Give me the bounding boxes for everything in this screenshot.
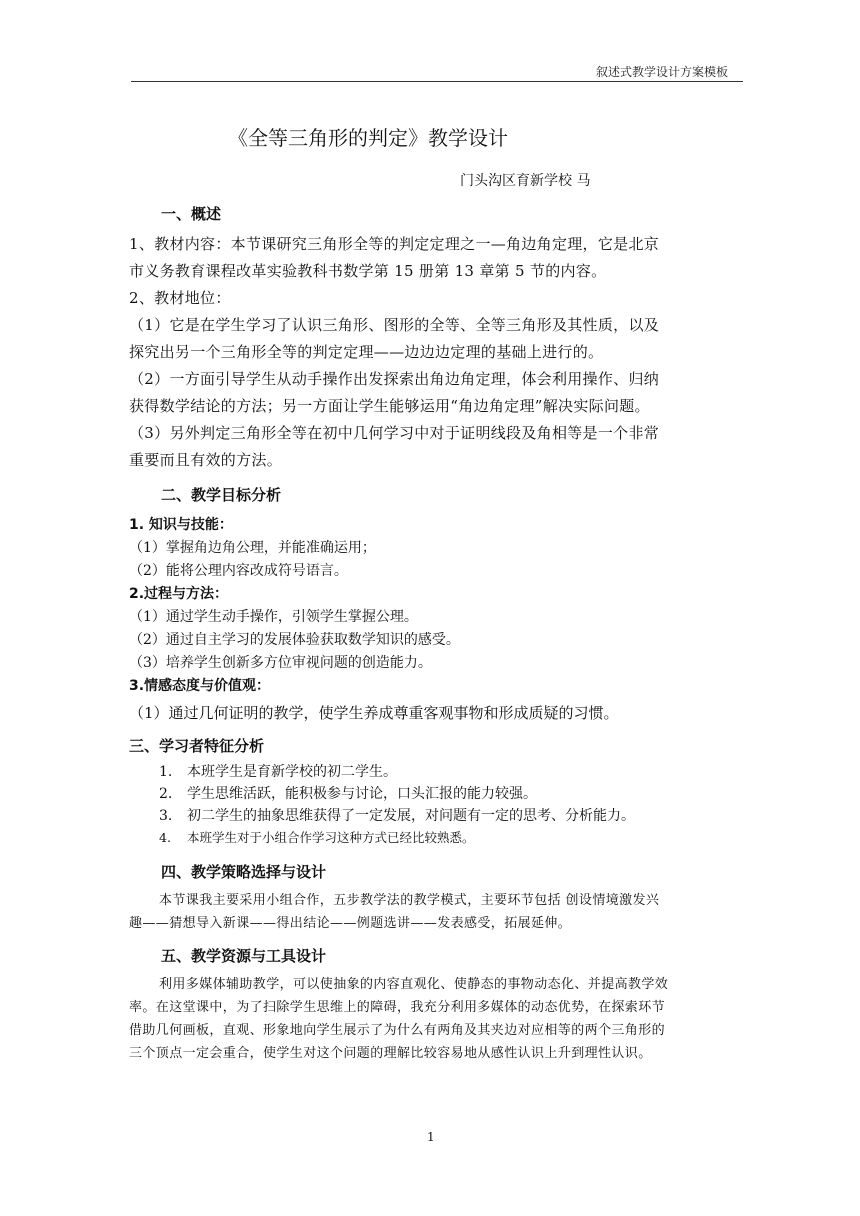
s5-paragraph-line: 借助几何画板，直观、形象地向学生展示了为什么有两角及其夹边对应相等的两个三角形的 <box>129 1023 666 1038</box>
list-item <box>129 827 744 849</box>
s1-paragraph-line: 市义务教育课程改革实验教科书数学第 15 册第 13 章第 5 节的内容。 <box>129 262 607 280</box>
header-rule <box>131 81 743 82</box>
s5-paragraph-line: 率。在这堂课中，为了扫除学生思维上的障碍，我充分利用多媒体的动态优势，在探索环节 <box>129 1000 666 1015</box>
s2-item: （2）通过自主学习的发展体验获取数学知识的感受。 <box>129 632 460 648</box>
list-item-number: 1. <box>159 764 173 780</box>
s2-subheading: 1. 知识与技能： <box>129 517 233 533</box>
list-item <box>129 783 744 805</box>
s1-paragraph-line: 获得数学结论的方法；另一方面让学生能够运用“角边角定理”解决实际问题。 <box>129 397 650 415</box>
s5-paragraph-line: 三个顶点一定会重合，使学生对这个问题的理解比较容易地从感性认识上升到理性认识。 <box>129 1046 652 1061</box>
s1-paragraph-line: （1）它是在学生学习了认识三角形、图形的全等、全等三角形及其性质，以及 <box>129 316 660 334</box>
list-item-number: 2. <box>159 786 173 802</box>
section-4-heading: 四、教学策略选择与设计 <box>161 863 327 881</box>
section-3-heading: 三、学习者特征分析 <box>129 737 265 755</box>
s1-paragraph-line: 探究出另一个三角形全等的判定定理——边边边定理的基础上进行的。 <box>129 343 604 361</box>
author-line: 门头沟区育新学校 马 <box>460 173 591 189</box>
s2-item: （2）能将公理内容改成符号语言。 <box>129 563 348 579</box>
s1-paragraph-line: （2）一方面引导学生从动手操作出发探索出角边角定理，体会利用操作、归纳 <box>129 370 660 388</box>
list-item <box>129 805 744 827</box>
section-1-heading: 一、概述 <box>161 205 222 223</box>
section-2-heading: 二、教学目标分析 <box>161 486 282 504</box>
s1-paragraph-line: （3）另外判定三角形全等在初中几何学习中对于证明线段及角相等是一个非常 <box>129 424 660 442</box>
s5-paragraph-line: 利用多媒体辅助教学，可以使抽象的内容直观化、使静态的事物动态化、并提高教学效 <box>159 977 669 992</box>
page-number: 1 <box>427 1130 435 1144</box>
s2-item: （1）掌握角边角公理，并能准确运用； <box>129 540 376 556</box>
s4-paragraph-line: 趣——猜想导入新课——得出结论——例题选讲——发表感受，拓展延伸。 <box>129 916 572 931</box>
s2-item: （3）培养学生创新多方位审视问题的创造能力。 <box>129 655 432 671</box>
list-item-number: 4. <box>159 830 171 845</box>
list-item-text: 本班学生对于小组合作学习这种方式已经比较熟悉。 <box>187 830 475 845</box>
list-item-text: 初二学生的抽象思维获得了一定发展，对问题有一定的思考、分析能力。 <box>187 808 635 824</box>
s2-item: （1）通过几何证明的教学，使学生养成尊重客观事物和形成质疑的习惯。 <box>129 704 619 722</box>
running-header: 叙述式教学设计方案模板 <box>595 65 728 79</box>
s2-item: （1）通过学生动手操作，引领学生掌握公理。 <box>129 609 418 625</box>
s2-subheading: 3.情感态度与价值观： <box>129 678 271 694</box>
list-item-text: 学生思维活跃，能积极参与讨论，口头汇报的能力较强。 <box>187 786 537 802</box>
section-5-heading: 五、教学资源与工具设计 <box>161 947 327 965</box>
list-item <box>129 761 744 783</box>
s2-subheading: 2.过程与方法： <box>129 586 229 602</box>
document-title: 《全等三角形的判定》教学设计 <box>228 126 508 150</box>
s1-paragraph-line: 重要而且有效的方法。 <box>129 451 283 469</box>
learner-list <box>129 761 744 849</box>
list-item-number: 3. <box>159 808 173 824</box>
s1-paragraph-line: 2、教材地位： <box>129 289 231 307</box>
document-body <box>129 197 744 1065</box>
s1-paragraph-line: 1、教材内容：本节课研究三角形全等的判定定理之一—角边角定理，它是北京 <box>129 235 660 253</box>
s4-paragraph-line: 本节课我主要采用小组合作，五步教学法的教学模式，主要环节包括 创设情境激发兴 <box>159 893 660 908</box>
list-item-text: 本班学生是育新学校的初二学生。 <box>187 764 397 780</box>
